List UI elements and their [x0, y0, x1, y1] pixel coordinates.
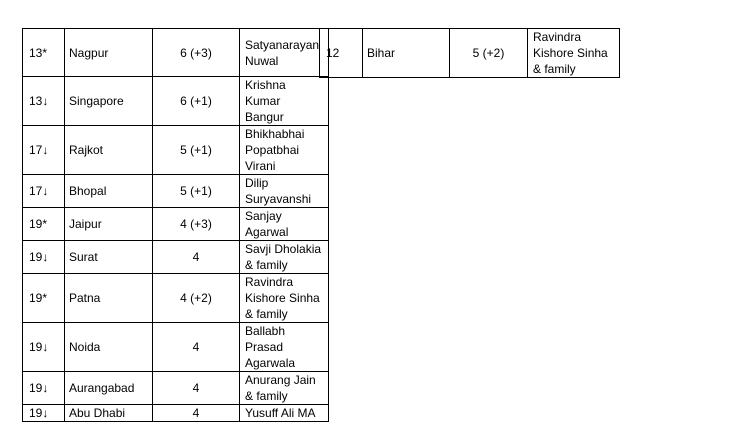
city-cell: Noida	[65, 323, 153, 372]
table-row	[23, 274, 329, 323]
rank-cell: 19↓	[23, 372, 65, 405]
table-row	[23, 208, 329, 241]
count-cell: 4	[153, 323, 240, 372]
count-cell: 4	[153, 372, 240, 405]
right-table-body	[320, 29, 620, 78]
person-cell: Ravindra Kishore Sinha & family	[240, 274, 329, 323]
left-table-body	[23, 29, 329, 422]
count-cell: 4	[153, 405, 240, 422]
rank-cell: 17↓	[23, 126, 65, 175]
person-cell: Ravindra Kishore Sinha & family	[528, 29, 620, 78]
person-cell: Ballabh Prasad Agarwala	[240, 323, 329, 372]
rank-cell: 19*	[23, 274, 65, 323]
city-cell: Patna	[65, 274, 153, 323]
city-cell: Bihar	[363, 29, 450, 78]
count-cell: 5 (+1)	[153, 126, 240, 175]
city-cell: Bhopal	[65, 175, 153, 208]
count-cell: 4	[153, 241, 240, 274]
table-row	[23, 323, 329, 372]
count-cell: 5 (+1)	[153, 175, 240, 208]
count-cell: 4 (+2)	[153, 274, 240, 323]
person-cell: Krishna Kumar Bangur	[240, 77, 329, 126]
table-row	[23, 126, 329, 175]
table-row	[23, 29, 329, 77]
count-cell: 5 (+2)	[450, 29, 528, 78]
rank-cell: 19↓	[23, 323, 65, 372]
rank-cell: 17↓	[23, 175, 65, 208]
person-cell: Yusuff Ali MA	[240, 405, 329, 422]
person-cell: Satyanarayan Nuwal	[240, 29, 329, 77]
count-cell: 4 (+3)	[153, 208, 240, 241]
table-row	[23, 175, 329, 208]
city-cell: Rajkot	[65, 126, 153, 175]
person-cell: Savji Dholakia & family	[240, 241, 329, 274]
person-cell: Sanjay Agarwal	[240, 208, 329, 241]
table-row	[23, 372, 329, 405]
table-row	[320, 29, 620, 78]
city-cell: Singapore	[65, 77, 153, 126]
count-cell: 6 (+3)	[153, 29, 240, 77]
rank-cell: 13↓	[23, 77, 65, 126]
left-table	[22, 28, 329, 422]
rank-cell: 19↓	[23, 241, 65, 274]
count-cell: 6 (+1)	[153, 77, 240, 126]
rank-cell: 12	[320, 29, 363, 78]
person-cell: Anurang Jain & family	[240, 372, 329, 405]
person-cell: Bhikhabhai Popatbhai Virani	[240, 126, 329, 175]
city-cell: Surat	[65, 241, 153, 274]
city-cell: Aurangabad	[65, 372, 153, 405]
table-row	[23, 241, 329, 274]
city-cell: Nagpur	[65, 29, 153, 77]
table-row	[23, 77, 329, 126]
table-row	[23, 405, 329, 422]
rank-cell: 13*	[23, 29, 65, 77]
person-cell: Dilip Suryavanshi	[240, 175, 329, 208]
rank-cell: 19↓	[23, 405, 65, 422]
city-cell: Abu Dhabi	[65, 405, 153, 422]
city-cell: Jaipur	[65, 208, 153, 241]
rank-cell: 19*	[23, 208, 65, 241]
right-table	[319, 28, 620, 78]
